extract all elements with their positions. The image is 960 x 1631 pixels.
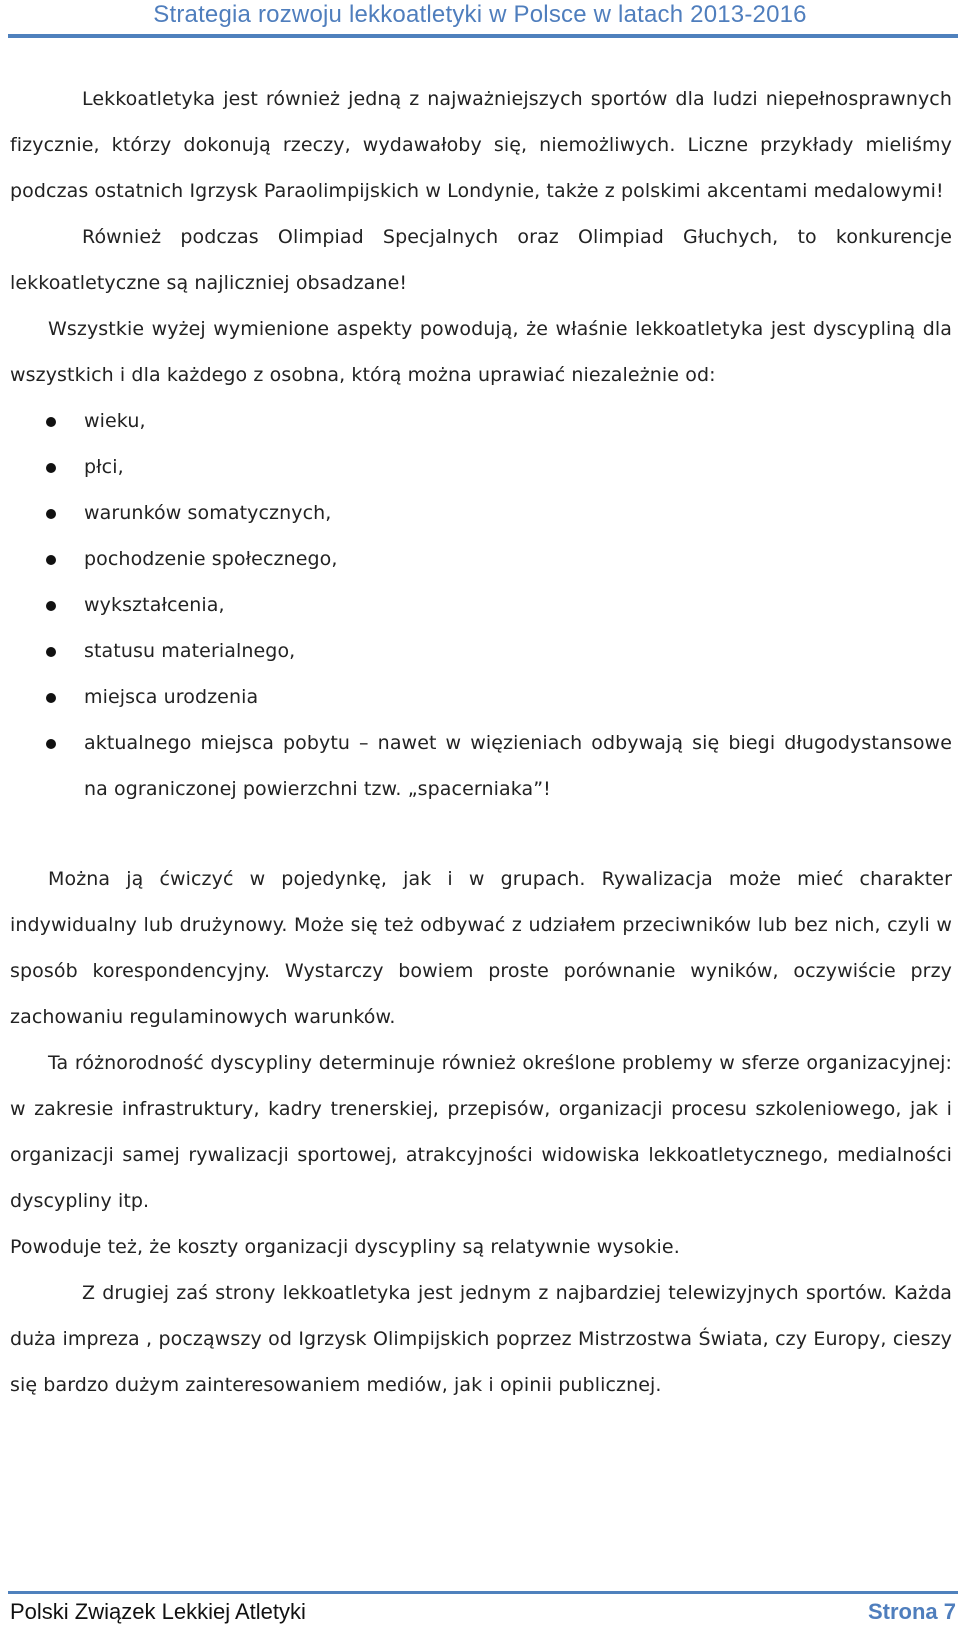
list-item-text: płci, bbox=[84, 456, 124, 478]
bullet-icon bbox=[46, 555, 56, 565]
paragraph-television: Z drugiej zaś strony lekkoatletyka jest jednym z najbardziej telewizyjnych sportów. Każda duża impreza , począwszy od Igrzysk Olimpijskich poprzez Mistrzostwa Świata, czy Europy, cieszy się bardzo dużym zainteresowaniem mediów, jak i opinii publicznej. bbox=[10, 1282, 952, 1396]
paragraph-aspects: Wszystkie wyżej wymienione aspekty powodują, że właśnie lekkoatletyka jest dyscypliną dla wszystkich i dla każdego z osobna, którą można uprawiać niezależnie od: bbox=[10, 318, 952, 386]
bullet-icon bbox=[46, 509, 56, 519]
bullet-icon bbox=[46, 601, 56, 611]
list-item bbox=[10, 674, 952, 720]
header-divider bbox=[8, 34, 958, 38]
paragraph-special-olympics: Również podczas Olimpiad Specjalnych oraz Olimpiad Głuchych, to konkurencje lekkoatletyczne są najliczniej obsadzane! bbox=[10, 226, 952, 294]
footer-divider bbox=[8, 1591, 958, 1594]
paragraph-diversity: Ta różnorodność dyscypliny determinuje również określone problemy w sferze organizacyjnej: w zakresie infrastruktury, kadry trenerskiej, przepisów, organizacji procesu szkoleniowego, jak i organizacji samej rywalizacji sportowej, atrakcyjności widowiska lekkoatletycznego, medialności dyscypliny itp. bbox=[10, 1052, 952, 1212]
list-item bbox=[10, 536, 952, 582]
paragraph-paralympics: Lekkoatletyka jest również jedną z najważniejszych sportów dla ludzi niepełnosprawnych fizycznie, którzy dokonują rzeczy, wydawałoby się, niemożliwych. Liczne przykłady mieliśmy podczas ostatnich Igrzysk Paraolimpijskich w Londynie, także z polskimi akcentami medalowymi! bbox=[10, 88, 952, 202]
bullet-icon bbox=[46, 647, 56, 657]
bullet-icon bbox=[46, 463, 56, 473]
list-item bbox=[10, 398, 952, 444]
list-item bbox=[10, 444, 952, 490]
list-item-text: miejsca urodzenia bbox=[84, 686, 259, 708]
document-body bbox=[10, 76, 952, 1408]
list-item-text: wykształcenia, bbox=[84, 594, 225, 616]
list-item-text: warunków somatycznych, bbox=[84, 502, 332, 524]
footer-organization: Polski Związek Lekkiej Atletyki bbox=[10, 1599, 306, 1624]
bullet-icon bbox=[46, 739, 56, 749]
list-item-text: aktualnego miejsca pobytu – nawet w więzieniach odbywają się biegi długodystansowe na ograniczonej powierzchni tzw. „spacerniaka”! bbox=[84, 732, 952, 800]
bullet-icon bbox=[46, 693, 56, 703]
list-item-text: statusu materialnego, bbox=[84, 640, 296, 662]
list-item bbox=[10, 490, 952, 536]
paragraph-costs: Powoduje też, że koszty organizacji dyscypliny są relatywnie wysokie. bbox=[10, 1236, 680, 1258]
section-spacer bbox=[10, 812, 952, 856]
list-item bbox=[10, 720, 952, 812]
bullet-icon bbox=[46, 417, 56, 427]
list-item-text: pochodzenie społecznego, bbox=[84, 548, 338, 570]
list-item bbox=[10, 628, 952, 674]
paragraph-forms: Można ją ćwiczyć w pojedynkę, jak i w grupach. Rywalizacja może mieć charakter indywidualny lub drużynowy. Może się też odbywać z udziałem przeciwników lub bez nich, czyli w sposób korespondencyjny. Wystarczy bowiem proste porównanie wyników, oczywiście przy zachowaniu regulaminowych warunków. bbox=[10, 868, 952, 1028]
list-item-text: wieku, bbox=[84, 410, 146, 432]
independence-list bbox=[10, 398, 952, 812]
list-item bbox=[10, 582, 952, 628]
page-header bbox=[0, 0, 960, 40]
document-title: Strategia rozwoju lekkoatletyki w Polsce w latach 2013-2016 bbox=[153, 1, 807, 28]
page-number: Strona 7 bbox=[867, 1599, 956, 1624]
